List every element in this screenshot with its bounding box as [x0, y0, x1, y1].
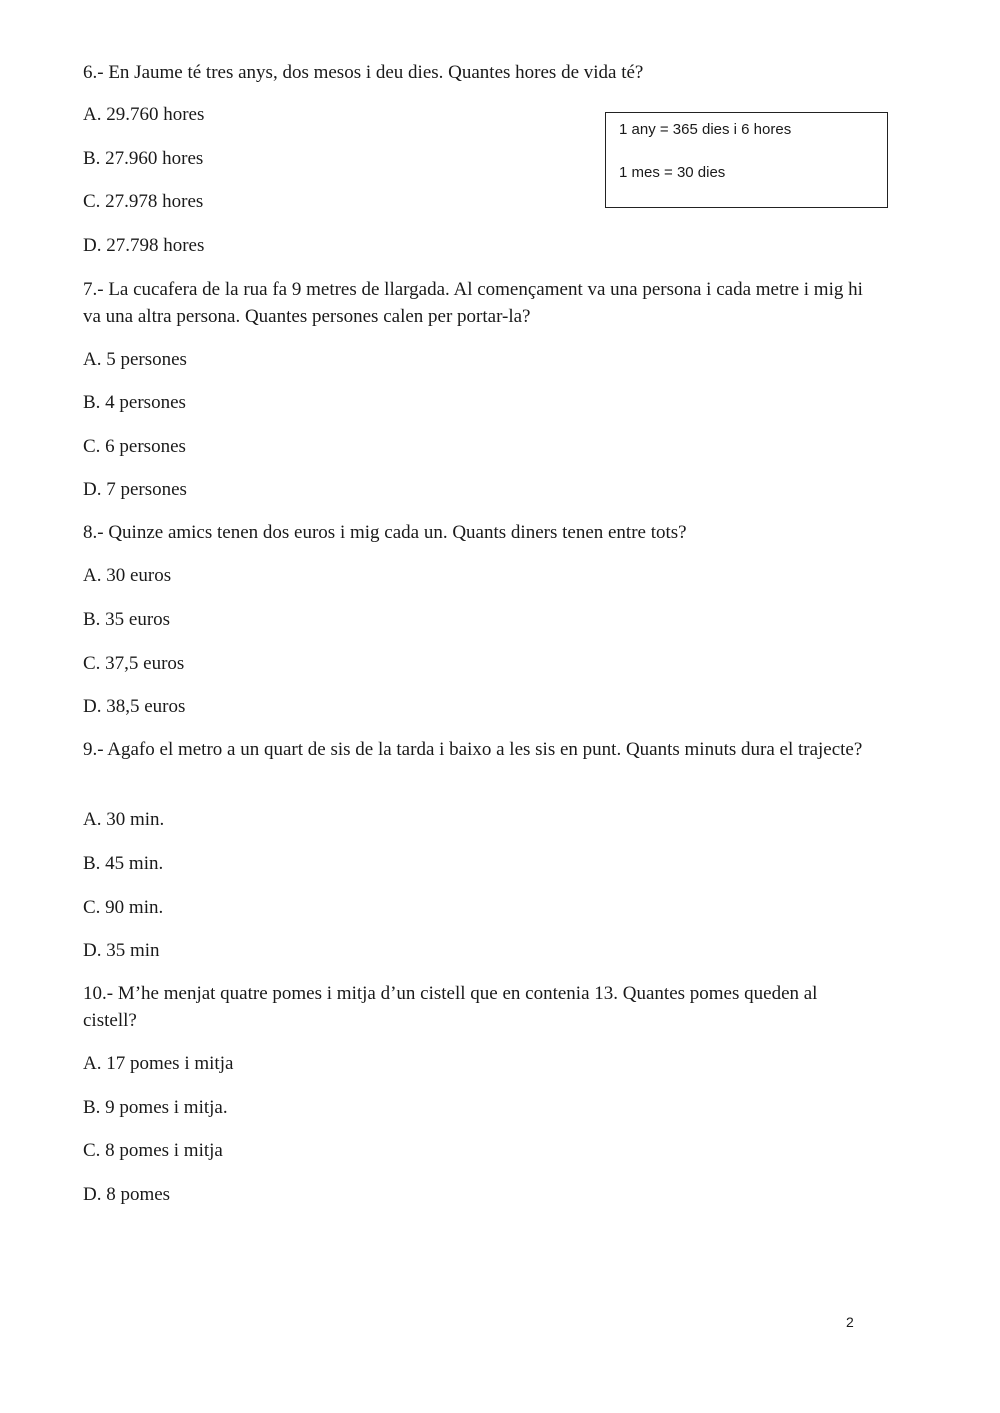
- question-8: 8.- Quinze amics tenen dos euros i mig cada un. Quants diners tenen entre tots?: [83, 522, 687, 543]
- question-9-option-d[interactable]: D. 35 min: [83, 940, 160, 961]
- question-7-option-d[interactable]: D. 7 persones: [83, 479, 187, 500]
- question-10-option-b[interactable]: B. 9 pomes i mitja.: [83, 1097, 228, 1118]
- question-6-option-b[interactable]: B. 27.960 hores: [83, 148, 204, 169]
- question-6-option-c[interactable]: C. 27.978 hores: [83, 191, 204, 212]
- question-10: 10.- M’he menjat quatre pomes i mitja d’un cistell que en contenia 13. Quantes pomes queden al cistell?: [83, 983, 818, 1031]
- question-10-option-d[interactable]: D. 8 pomes: [83, 1184, 171, 1205]
- question-9-option-c[interactable]: C. 90 min.: [83, 897, 164, 918]
- question-6-option-a[interactable]: A. 29.760 hores: [83, 104, 205, 125]
- question-9-option-b[interactable]: B. 45 min.: [83, 853, 164, 874]
- info-box-year: 1 any = 365 dies i 6 hores: [619, 121, 792, 138]
- question-7-option-c[interactable]: C. 6 persones: [83, 436, 186, 457]
- question-7-option-b[interactable]: B. 4 persones: [83, 392, 186, 413]
- question-8-option-a[interactable]: A. 30 euros: [83, 565, 172, 586]
- page-number: 2: [846, 1314, 854, 1330]
- question-6: 6.- En Jaume té tres anys, dos mesos i deu dies. Quantes hores de vida té?: [83, 62, 644, 83]
- question-9: 9.- Agafo el metro a un quart de sis de la tarda i baixo a les sis en punt. Quants minuts dura el trajecte?: [83, 739, 863, 760]
- question-8-option-c[interactable]: C. 37,5 euros: [83, 653, 185, 674]
- conversion-info-box: [605, 112, 888, 208]
- question-7: 7.- La cucafera de la rua fa 9 metres de llargada. Al començament va una persona i cada metre i mig hi va una altra persona. Quantes persones calen per portar-la?: [83, 279, 863, 327]
- question-10-option-c[interactable]: C. 8 pomes i mitja: [83, 1140, 223, 1161]
- question-7-option-a[interactable]: A. 5 persones: [83, 349, 187, 370]
- question-8-option-d[interactable]: D. 38,5 euros: [83, 696, 186, 717]
- question-6-option-d[interactable]: D. 27.798 hores: [83, 235, 205, 256]
- question-9-option-a[interactable]: A. 30 min.: [83, 809, 165, 830]
- question-8-option-b[interactable]: B. 35 euros: [83, 609, 171, 630]
- question-10-option-a[interactable]: A. 17 pomes i mitja: [83, 1053, 234, 1074]
- info-box-month: 1 mes = 30 dies: [619, 164, 726, 181]
